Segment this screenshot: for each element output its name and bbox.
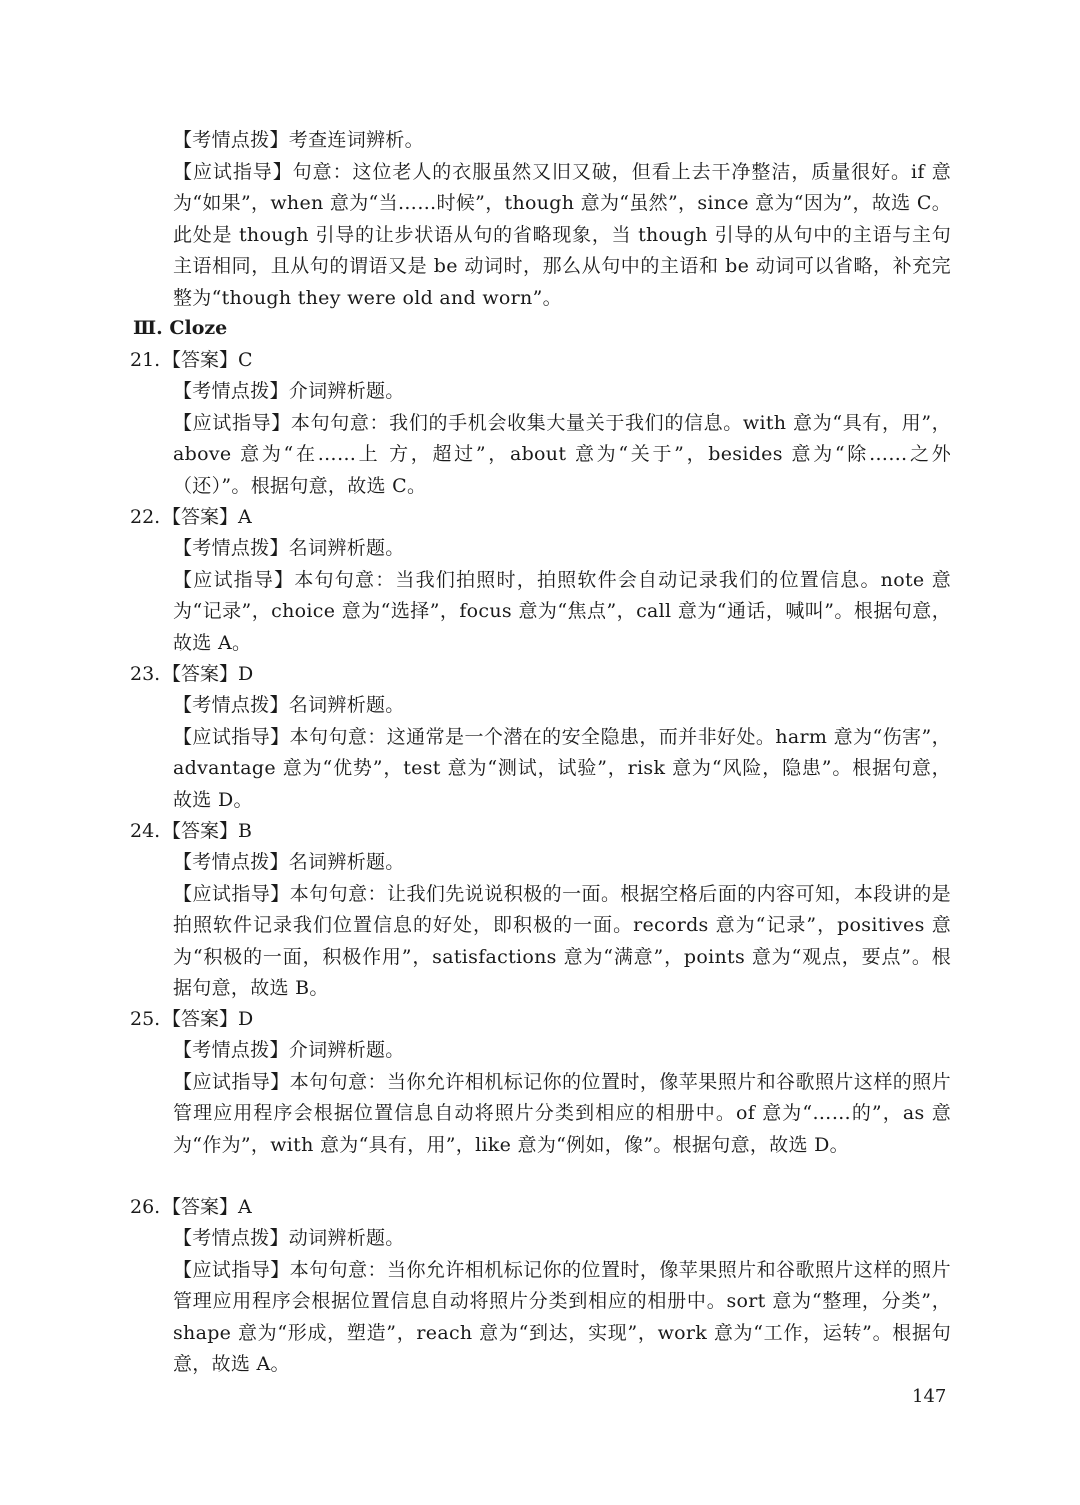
question-number: 21. xyxy=(130,349,161,371)
answer-label: 【答案】D xyxy=(162,663,254,685)
question-number: 24. xyxy=(130,820,161,842)
guide-text: 【应试指导】本句句意：当我们拍照时，拍照软件会自动记录我们的位置信息。note 意为“记录”，choice 意为“选择”，focus 意为“焦点”，call 意为“通话，喊叫”。根据句意，故选 A。 xyxy=(173,569,951,654)
point-line: 【考情点拨】名词辨析题。 xyxy=(173,537,405,559)
answer-label: 【答案】D xyxy=(162,1008,254,1030)
answer-label: 【答案】B xyxy=(162,820,252,842)
guide-text: 【应试指导】本句句意：我们的手机会收集大量关于我们的信息。with 意为“具有，用”，above 意为“在……上 方，超过”，about 意为“关于”，besides 意为“除……之外（还）”。根据句意，故选 C。 xyxy=(173,412,951,497)
guide-text: 【应试指导】本句句意：当你允许相机标记你的位置时，像苹果照片和谷歌照片这样的照片管理应用程序会根据位置信息自动将照片分类到相应的相册中。sort 意为“整理，分类”，shape 意为“形成，塑造”，reach 意为“到达，实现”，work 意为“工作，运转”。根据句意，故选 A。 xyxy=(173,1259,951,1376)
answer-label: 【答案】A xyxy=(162,1196,252,1218)
point-line: 【考情点拨】介词辨析题。 xyxy=(173,1039,405,1061)
guide-text: 【应试指导】本句句意：这通常是一个潜在的安全隐患，而并非好处。harm 意为“伤害”，advantage 意为“优势”，test 意为“测试，试验”，risk 意为“风险，隐患”。根据句意，故选 D。 xyxy=(173,726,951,811)
question-number: 22. xyxy=(130,506,161,528)
section-title: Ⅲ. Cloze xyxy=(133,317,228,339)
point-line: 【考情点拨】名词辨析题。 xyxy=(173,851,405,873)
intro-point: 【考情点拨】考查连词辨析。 xyxy=(173,129,424,151)
point-line: 【考情点拨】名词辨析题。 xyxy=(173,694,405,716)
point-line: 【考情点拨】介词辨析题。 xyxy=(173,380,405,402)
point-line: 【考情点拨】动词辨析题。 xyxy=(173,1227,405,1249)
guide-text: 【应试指导】本句句意：当你允许相机标记你的位置时，像苹果照片和谷歌照片这样的照片管理应用程序会根据位置信息自动将照片分类到相应的相册中。of 意为“……的”，as 意为“作为”，with 意为“具有，用”，like 意为“例如，像”。根据句意，故选 D。 xyxy=(173,1071,951,1156)
answer-label: 【答案】A xyxy=(162,506,252,528)
question-number: 26. xyxy=(130,1196,161,1218)
question-number: 25. xyxy=(130,1008,161,1030)
answer-label: 【答案】C xyxy=(162,349,253,371)
question-number: 23. xyxy=(130,663,161,685)
page-number: 147 xyxy=(912,1386,947,1407)
guide-text: 【应试指导】本句句意：让我们先说说积极的一面。根据空格后面的内容可知，本段讲的是拍照软件记录我们位置信息的好处，即积极的一面。records 意为“记录”，positives 意为“积极的一面，积极作用”，satisfactions 意为“满意”，points 意为“观点，要点”。根据句意，故选 B。 xyxy=(173,883,951,1000)
intro-guide: 【应试指导】句意：这位老人的衣服虽然又旧又破，但看上去干净整洁，质量很好。if 意为“如果”，when 意为“当……时候”，though 意为“虽然”，since 意为“因为”，故选 C。此处是 though 引导的让步状语从句的省略现象，当 though 引导的从句中的主语与主句主语相同，且从句的谓语又是 be 动词时，那么从句中的主语和 be 动词可以省略，补充完整为“though they were old and worn”。 xyxy=(173,161,951,309)
